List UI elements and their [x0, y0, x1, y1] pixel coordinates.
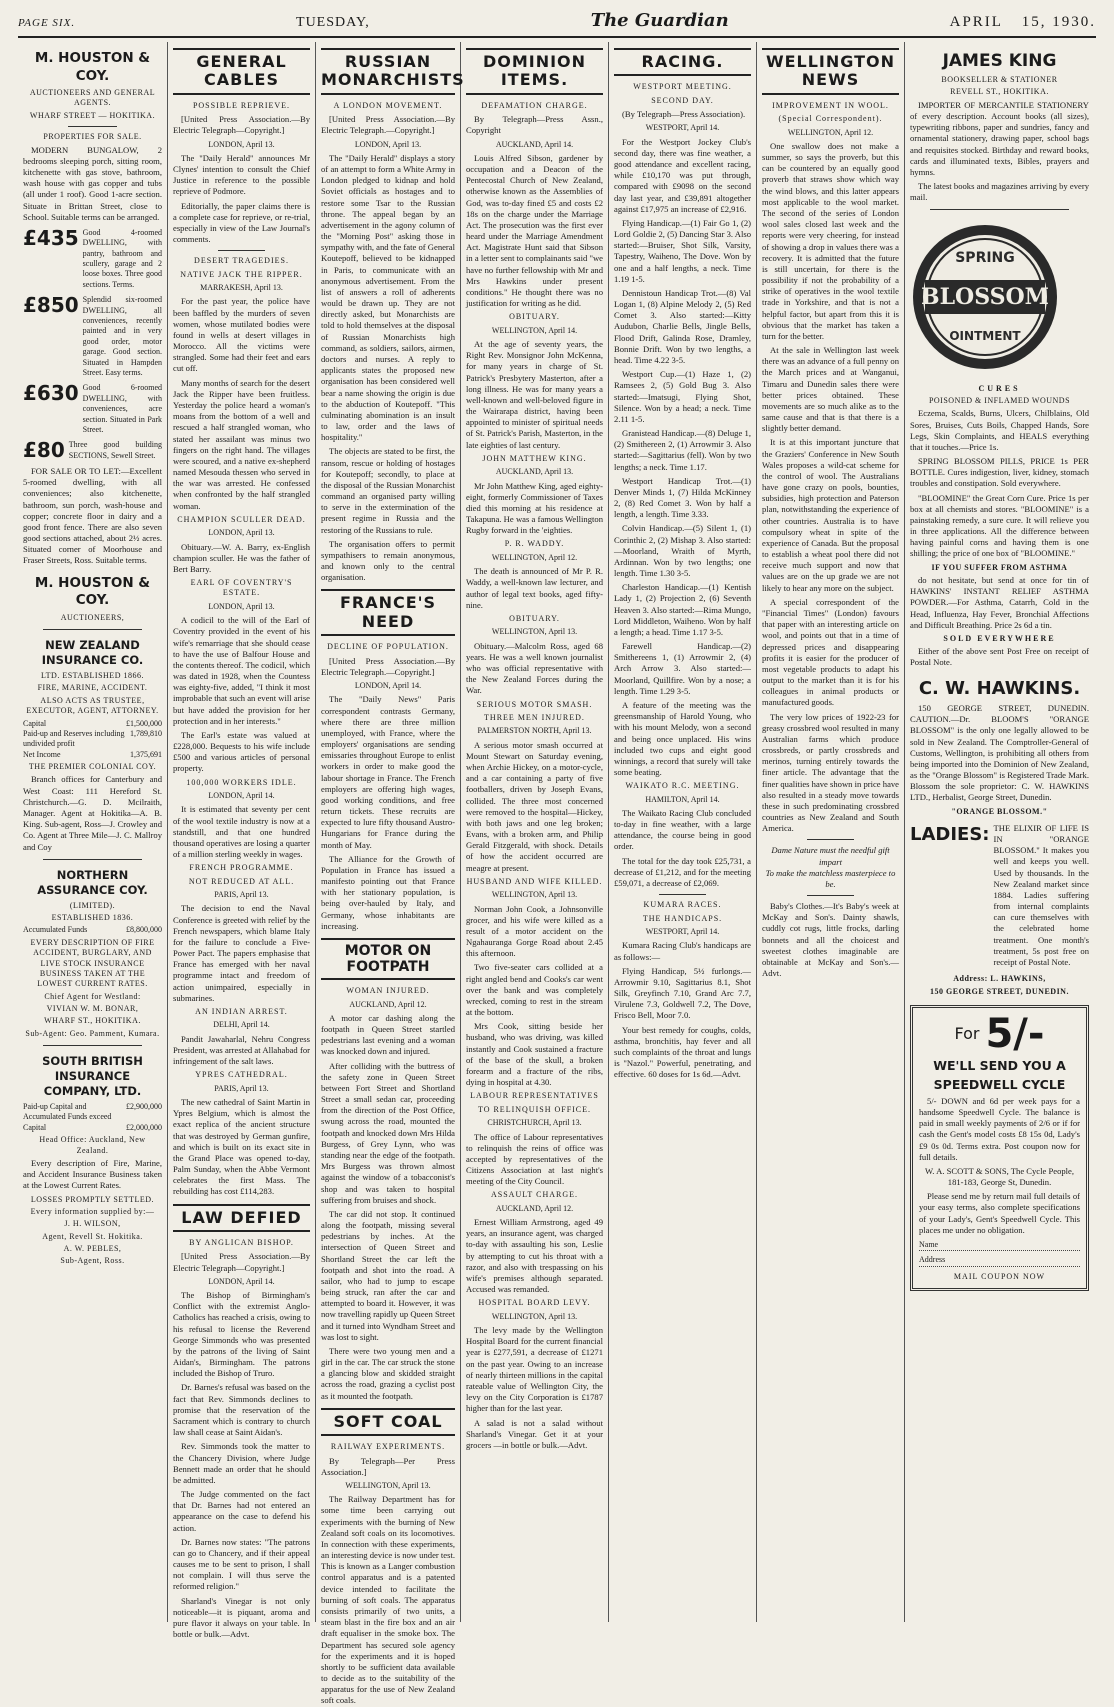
listing-bungalow: MODERN BUNGALOW, 2 bedrooms sleeping porch, sitting room, kitchenette with gas stove, bathroom, wash house with gas copper and tubs (all under 1 roof). Good 1-acre section. Situate in Brittan Street, close to School. Suitable terms can be arranged.: [23, 144, 162, 222]
paragraph: At the sale in Wellington last week there was an advance of a full penny on the March prices and at Wanganui, Timaru and Dunedin sales there were better prices obtained. These movements are so much alike as to the same cause and that is that there is a slightly better demand.: [762, 345, 899, 434]
paragraph: The Judge commented on the fact that Dr. Barnes had not entered an appearance on the case to defend his action.: [173, 1489, 310, 1533]
dateline: LONDON, April 13.: [208, 601, 275, 611]
houston-sub-2: AUCTIONEERS,: [60, 612, 125, 622]
label: Capital: [23, 1122, 47, 1132]
hawkins-text: 150 GEORGE STREET, DUNEDIN. CAUTION.—Dr. BLOOM'S "ORANGE BLOSSOM" is the only one legally allowed to be sold in New Zealand. The Comptroller-General of Customs, Wellington, is prohibiting all others from being imported into the Dominion of New Zealand, as the "Orange Blossom" is Registered Trade Mark. Blossom the sole proprietor: C. W. HAWKINS LTD., Herbalist, George Street, Dunedin.: [910, 702, 1089, 803]
value: £2,900,000: [126, 1102, 162, 1112]
subhead: THE HANDICAPS.: [642, 913, 723, 923]
paragraph: The total for the day took £25,731, a decrease of £1,212, and for the meeting £59,071, a decrease of £2,069.: [614, 855, 751, 888]
credit: [United Press Association.—By Electric Telegraph.—Copyright.]: [321, 655, 455, 677]
race-result: Colvin Handicap.—(5) Silent 1, (1) Corinthic 2, (2) Mishap 3. Also started:—Moorland, Wraith of Myrth, Ardinnan. Won by two lengths; one length. Time 1.30 3-5.: [614, 523, 751, 579]
paragraph: Baby's Clothes.—It's Baby's week at McKay and Son's. Dainty shawls, cuddly cot rugs, little frocks, darling bonnets and all the choicest and sweetest clothes imaginable are obtainable at McKay and Son's.—Advt.: [762, 901, 899, 979]
paragraph: Rev. Simmonds took the matter to the Chancery Division, where Judge Bennett made an order that he should be admitted.: [173, 1441, 310, 1485]
subhead: FRENCH PROGRAMME.: [189, 863, 294, 873]
subhead: SECOND DAY.: [651, 95, 714, 105]
paragraph: A special correspondent of the "Financial Times" (London) favours that paper with an interesting article on wool, and points out that in a time of depressed prices and disappearing profits it is easier for the producer of most vegetable products to adapt his output to the market than it is for his colleagues in animal products or manufactured goods.: [762, 596, 899, 708]
dateline: PARIS, April 13.: [214, 1083, 269, 1093]
column-racing: [609, 42, 757, 1622]
paragraph: The office of Labour representatives to relinquish the reins of office was accepted by representatives of the Citizens Association at last night's meeting of the City Council.: [466, 1131, 603, 1187]
subhead: KUMARA RACES.: [643, 900, 722, 910]
race-result: Farewell Handicap.—(2) Smithereens 1, (1) Arrowmir 2, (4) Arch Arrow 3. Also started:—Moorland, Quillfire. Won by a nose; a length. Time 1.29 3-5.: [614, 641, 751, 696]
credit: By Telegraph—Per Press Association.]: [321, 1455, 455, 1477]
credit: (Special Correspondent).: [778, 114, 883, 124]
column-general-cables: [168, 42, 316, 1640]
dateline: WELLINGTON, April 12.: [491, 552, 578, 562]
divider: [43, 1045, 142, 1046]
headline-motor-on-footpath: MOTOR ON FOOTPATH: [321, 938, 455, 980]
paragraph: Dr. Barnes's refusal was based on the fact that Rev. Simmonds declines to promise that the reservation of the Sacrament which is contrary to church law shall cease at Saint Aidan's.: [173, 1382, 310, 1438]
cycle-price: [919, 1010, 1080, 1057]
subhead: P. R. WADDY.: [504, 539, 565, 549]
headline-racing: RACING.: [614, 48, 751, 76]
paragraph: The new cathedral of Saint Martin in Ypres Belgium, which is almost the exact replica of the ancient structure that was destroyed by German gunfire, and which is built on its exact site in the Grand Place was opened to-day, Palm Sunday, when the Abbe Vermont celebrates the first Mass. The rebuilding has cost £114,283.: [173, 1097, 310, 1197]
divider: [930, 209, 1069, 210]
dateline: LONDON, April 13.: [208, 139, 275, 149]
value: £2,000,000: [126, 1122, 162, 1132]
dateline: AUCKLAND, April 13.: [495, 467, 574, 477]
listing-ross: FOR SALE OR TO LET:—Excellent 5-roomed dwelling, with all conveniences; also kitchenette, bathroom, sun porch, wash-house and copper; concrete floor in dairy and a good front fence. There are also seven good sections attached, about 2½ acres. Situated corner of Moorhouse and Fraser Streets, Ross. Suitable terms.: [23, 466, 162, 566]
south-name: J. H. WILSON,: [64, 1219, 121, 1229]
dateline: WELLINGTON, April 13.: [491, 627, 578, 637]
paragraph: The levy made by the Wellington Hospital Board for the current financial year is £277,591, a decrease of £1271 on the past year. Owing to an increase of nearly thirteen millions in the capital rateable value of Wellington City, the levy on the City Corporation is £1787 higher than for the last year.: [466, 1325, 603, 1414]
credit: [United Press Association.—By Electric Telegraph.—Copyright.]: [321, 114, 455, 136]
houston-forsale: PROPERTIES FOR SALE.: [43, 132, 142, 142]
blossom-seal-icon: [910, 222, 1060, 372]
verse: Dame Nature must the needful gift impart To make the matchless masterpiece to be.: [765, 845, 896, 889]
houston-address: WHARF STREET — HOKITIKA.: [29, 110, 156, 120]
dateline: PALMERSTON NORTH, April 13.: [477, 726, 592, 736]
column-wellington-news: [757, 42, 905, 1622]
paragraph: Two five-seater cars collided at a right angled bend and Cooks's car went over the bank and was completely wrecked, coming to rest in the stream at the bottom.: [466, 962, 603, 1018]
race-result: Charleston Handicap.—(1) Kentish Lady 1, (2) Projection 2, (6) Seventh Heaven 3. Also started:—Rima Mungo, Lord Middleton, Waiheno. Won by half a length; a head. Time 1.17 3-5.: [614, 582, 751, 637]
blossom-cures: CURES: [978, 383, 1021, 393]
orange-blossom: "ORANGE BLOSSOM.": [951, 806, 1048, 816]
headline-law-defied: LAW DEFIED: [173, 1204, 310, 1232]
label: Accumulated Funds: [23, 925, 88, 935]
dateline: HAMILTON, April 14.: [645, 794, 720, 804]
south-every: Every description of Fire, Marine, and Accident Insurance Business taken at the Lowest Current Rates.: [23, 1158, 162, 1191]
dateline: WELLINGTON, April 13.: [491, 890, 578, 900]
listing-1-text: Good 4-roomed DWELLING, with pantry, bathroom and scullery, garage and 2 loose boxes. Three good sections. Terms.: [82, 227, 162, 289]
northern-est: ESTABLISHED 1836.: [51, 912, 134, 922]
mail-coupon-now: MAIL COUPON NOW: [953, 1271, 1046, 1281]
column-ads-right: [905, 42, 1094, 1622]
listing-1: [23, 225, 162, 290]
paragraph: Dr. Barnes now states: "The patrons can go to Chancery, and if their appeal causes me to be sent to prison, I shall not complain. I will thus serve the reformed religion.": [173, 1536, 310, 1592]
paragraph: Flying Handicap, 5½ furlongs.—Arrowmir 9.10, Sagittarius 8.1, Shot Silk, Greyfinch 7.10, Grand Arc 7.7, Virulene 7.3, Goldwell 7.2, The Dove, Frisco Bell, Moor 7.0.: [614, 965, 751, 1021]
value: £1,500,000: [126, 718, 162, 728]
credit: [United Press Association.—By Electric Telegraph—Copyright.]: [173, 1251, 310, 1273]
blossom-poison: POISONED & INFLAMED WOUNDS: [928, 395, 1071, 405]
subhead: OBITUARY.: [509, 312, 560, 322]
value: 1,789,810: [130, 728, 162, 738]
subhead: YPRES CATHEDRAL.: [195, 1070, 288, 1080]
dateline: WELLINGTON, April 13.: [491, 1311, 578, 1321]
cycle-head-2: SPEEDWELL CYCLE: [933, 1076, 1066, 1092]
cycle-text: 5/- DOWN and 6d per week pays for a handsome Speedwell Cycle. The balance is paid in small weekly payments of 2/6 or if for cash the Gent's model costs £8 15s 0d, Lady's £9 0s 0d. Terms extra. Post coupon now for full details.: [919, 1095, 1080, 1162]
northern-title: NORTHERN ASSURANCE COY.: [37, 867, 148, 897]
paragraph: At the age of seventy years, the Right Rev. Monsignor John McKenna, for many years in charge of St. Patrick's Presbytery Masterton, after a long illness. He was for many years a well-known and well-beloved figure in the Wairarapa district, having been appointed to minister of spiritual needs of St. Patrick's Parish, Masterton, in the late eighties of last century.: [466, 339, 603, 450]
columns: [18, 42, 1096, 1706]
listing-2: [23, 295, 162, 378]
northern-sub: Sub-Agent: Geo. Pamment, Kumara.: [25, 1028, 160, 1038]
subhead: POSSIBLE REPRIEVE.: [192, 100, 291, 110]
king-sub: BOOKSELLER & STATIONER: [941, 75, 1058, 85]
cycle-five: 5/-: [985, 1010, 1045, 1057]
subhead: BY ANGLICAN BISHOP.: [189, 1237, 294, 1247]
king-text-2: The latest books and magazines arriving by every mail.: [910, 181, 1089, 203]
hawkins-title: C. W. HAWKINS.: [918, 677, 1081, 699]
paragraph: The Waikato Racing Club concluded to-day in fine weather, with a large attendance, the course being in good order.: [614, 807, 751, 852]
dateline: LONDON, April 14.: [208, 1276, 275, 1286]
coupon-address-field[interactable]: Address: [919, 1255, 1080, 1266]
paragraph: The Alliance for the Growth of Population in France has issued a manifesto pointing out that France with her stationary population, is being over-hauled by Italy, and Germany, whose inhabitants are increasing.: [321, 853, 455, 931]
paragraph: The "Daily Herald" announces Mr Clynes' intention to consult the Chief Justice in reference to the possible reprieve of Podmore.: [173, 152, 310, 197]
subhead: ASSAULT CHARGE.: [490, 1190, 578, 1200]
south-agent: Agent, Revell St. Hokitika.: [42, 1231, 143, 1241]
paragraph: Many months of search for the desert Jack the Ripper have been fruitless. Yesterday the police heard a woman's moans from the bottom of a well and rescued a half strangled woman, who stated her assailant was minus two fingers on the right hand. The villages were scoured, and a native ex-shepherd named Mesouda thessen who served in the war was arrested. He confessed when confronted by the half strangled woman.: [173, 377, 310, 511]
subhead: HUSBAND AND WIFE KILLED.: [466, 876, 603, 886]
divider: [218, 250, 265, 251]
dateline: AUCKLAND, April 12.: [349, 999, 427, 1009]
dateline: MARRAKESH, April 13.: [200, 283, 283, 293]
listing-4-price: £80: [23, 438, 65, 463]
cycle-firm: W. A. SCOTT & SONS, The Cycle People, 181-183, George St, Dunedin.: [924, 1165, 1075, 1188]
dateline: DELHI, April 14.: [213, 1020, 270, 1030]
label: Paid-up Capital and Accumulated Funds exceed: [23, 1102, 112, 1122]
dateline: WESTPORT, April 14.: [645, 123, 720, 133]
paragraph: Ernest William Armstrong, aged 49 years, an insurance agent, was charged to-day with assaulting his son, Leslie by attempting to cut his throat with a razor, and also with trespassing on his wife's premises although separated. Accused was remanded.: [466, 1217, 603, 1295]
paragraph: A salad is not a salad without Sharland's Vinegar. Get it at your grocers —in bottle or bulk.—Advt.: [466, 1417, 603, 1450]
ladies-label: LADIES:: [910, 823, 990, 845]
south-cap1: [23, 1102, 162, 1123]
dateline: WELLINGTON, April 14.: [491, 325, 578, 335]
label: Paid-up and Reserves including undivided profit: [23, 728, 125, 749]
column-russian-monarchists: [316, 42, 465, 1706]
seal-top-text: SPRING: [955, 250, 1015, 267]
subhead: AN INDIAN ARREST.: [195, 1006, 288, 1016]
dateline: LONDON, April 14.: [354, 680, 422, 690]
sold-everywhere: SOLD EVERYWHERE: [943, 633, 1056, 643]
paragraph: Louis Alfred Sibson, gardener by occupation and a Deacon of the Pentecostal Church of New Zealand, otherwise known as the Assemblies of God, was to-day fined £5 and costs £2 18s on the charge under the Marriage Act. The prosecution was the first ever heard under the Marriage Amendment Act. Magistrate Hunt said that Sibson in a letter sent to complainants said "we have no further fellowship with Mr and Mrs Hawkins under present conditions." He thought there was no justification for writing as he did.: [466, 152, 603, 309]
subhead: DEFAMATION CHARGE.: [481, 100, 588, 110]
headline-russian-monarchists: RUSSIAN MONARCHISTS: [321, 48, 455, 95]
listing-4-text: Three good building SECTIONS, Sewell Street.: [68, 440, 162, 460]
listing-1-price: £435: [23, 225, 79, 250]
issue-month: APRIL: [949, 14, 1003, 30]
nzins-kinds: FIRE, MARINE, ACCIDENT.: [37, 683, 148, 693]
subhead: WOMAN INJURED.: [346, 986, 430, 996]
paragraph: Pandit Jawaharlal, Nehru Congress President, was arrested at Allahabad for infringement of the salt laws.: [173, 1033, 310, 1067]
listing-2-text: Splendid six-roomed DWELLING, all conveniences, recently painted and in very good order, motor garage. Good section. Situated in Hampden Street. Easy terms.: [82, 295, 162, 377]
ladies-text: THE ELIXIR OF LIFE IS IN "ORANGE BLOSSOM." It makes you well and keeps you well. Used by thousands. In the New Zealand market since 1884. Ladies suffering from internal complaints can cure themselves with the celebrated home treatment. One month's treatment, 5s post free on receipt of Postal Note.: [993, 822, 1089, 967]
cycle-coupon-text: Please send me by return mail full details of your easy terms, also complete specifications of your Lady's, Gent's Speedwell Cycle. This places me under no obligation.: [919, 1191, 1080, 1235]
divider: [43, 629, 142, 630]
listing-3-text: Good 6-roomed DWELLING, with conveniences, acre section. Situated in Park Street.: [82, 383, 162, 434]
asthma-head: IF YOU SUFFER FROM ASTHMA: [931, 562, 1068, 572]
paragraph: A codicil to the will of the Earl of Coventry provided in the event of his wife's remarriage that she should cease to have the use of Balfour House and the contents thereof. The codicil, which was dated in 1928, when the Countess was eighty-five, added, "I think it most improbable that such an event will arise but have added the provision for her protection and in her interests.": [173, 615, 310, 726]
subhead: OBITUARY.: [509, 613, 560, 623]
race-result: Westport Cup.—(1) Haze 1, (2) Ramsees 2, (5) Gold Bug 3. Also started:—Imatsugi, Flying Shot, Silence. Won by a head; a neck. Time 2.11 1-5.: [614, 369, 751, 424]
race-result: Westport Handicap Trot.—(1) Denver Minds 1, (7) Hilda McKinney 2, (8) Red Comet 3. Won by half a length, a length. Time 3.33.: [614, 475, 751, 520]
paragraph: Sharland's Vinegar is not only noticeable—it is piquant, aroma and pure flavor it always on your table. In bottle or bulk.—Advt.: [173, 1595, 310, 1640]
paragraph: Norman John Cook, a Johnsonville grocer, and his wife were killed as a result of a motor accident on the Ngahauranga Gorge Road about 2.45 this afternoon.: [466, 903, 603, 959]
houston-title-2: M. HOUSTON & COY.: [34, 574, 151, 609]
paragraph: One swallow does not make a summer, so says the proverb, but this can be countered by an equally good proverb that straws show which way the wind blows, and this latter appears most applicable to the wool market. The second of the series of London wool sales closed last week and the reports were very cheering, for instead of showing a drop in values there was a recovery. It is admitted that the future is still uncertain, for there is the possibility if not the probability of a strike of operatives in the wool textile trade in Yorkshire, and that is not a helpful factor, but apart from this it is obvious that the market has taken a turn for the better.: [762, 140, 899, 341]
asthma-text: do not hesitate, but send at once for tin of HAWKINS' INSTANT RELIEF ASTHMA POWDER.—For Asthma, Catarrh, Cold in the Head, Influenza, Hay Fever, Bronchial Affections and Difficult Breathing. Price 2s 6d a tin.: [910, 575, 1089, 630]
dateline: LONDON, April 13.: [208, 528, 275, 538]
subhead: A LONDON MOVEMENT.: [333, 100, 443, 110]
south-office: Head Office: Auckland, New Zealand.: [39, 1135, 146, 1155]
column-ads-insurance: [18, 42, 168, 1622]
label: Capital: [23, 718, 47, 728]
value: 1,375,691: [130, 749, 162, 759]
divider: [68, 126, 117, 127]
paragraph: The objects are stated to be first, the ransom, rescue or holding of hostages for Koutepoff; secondly, to place at the disposal of the Russian Monarchist command an organised party willing to serve in the extermination of the present regime in Russia and the restoring of the Russians to rule.: [321, 446, 455, 535]
subhead: DECLINE OF POPULATION.: [327, 642, 449, 652]
paragraph: The Bishop of Birmingham's Conflict with the extremist Anglo-Catholics has reached a crisis, owing to his refusal to license the Reverend George Simmonds who was presented by the patrons of the living of Saint Aidan's, Birmingham. The patrons included the Bishop of Truro.: [173, 1290, 310, 1379]
race-result: Granistead Handicap.—(8) Deluge 1, (2) Smithereen 2, (1) Arrowmir 3. Also started:—Sagittarius (fell). Won by two lengths; a neck. Time 1.17.: [614, 428, 751, 472]
paragraph: The very low prices of 1922-23 for greasy crossbred wool resulted in many Australian farms which produce crossbreds, or partly crossbreds and merinos, turning entirely towards the finer article. The advantage that the finer qualities have shown in price have also resulted in a steady move towards these in such predominating crossbred countries as New Zealand and South America.: [762, 711, 899, 834]
paper-title: The Guardian: [590, 10, 729, 31]
paragraph: It is at this important juncture that the Graziers' Conference in New South Wales proposes a wild-cat scheme for the control of wool. The Australians have gone crazy on pools, bounties, subsidies, high protection and Paterson plan, notwithstanding the experience of other countries. Australia is to have compulsory wheat in spite of the experience of Canada. But the proposal to establish a wheat pool there did not receive much support and now that values are on the up grade we are not likely to hear any more on the subject.: [762, 437, 899, 593]
paragraph: There were two young men and a girl in the car. The car struck the stone a glancing blow and skidded straight across the road, grazing a cyclist post as it mounted the footpath.: [321, 1345, 455, 1401]
paragraph: The car did not stop. It continued along the footpath, missing several pedestrians by inches. At the intersection of Queen Street and Shortland Street the car left the footpath and shot into the road. A sailor, who had to jump to escape being struck, ran after the car and attempted to board it. However, it was now travelling rapidly up Queen Street and it turned into Wyndham Street and was lost to sight.: [321, 1208, 455, 1342]
northern-every: EVERY DESCRIPTION OF FIRE ACCIDENT, BURGLARY, AND LIVE STOCK INSURANCE BUSINESS TAKEN AT THE LOWEST CURRENT RATES.: [30, 937, 155, 989]
houston-sub: AUCTIONEERS AND GENERAL AGENTS.: [29, 88, 156, 108]
dateline: LONDON, April 13.: [354, 139, 422, 149]
paragraph: Kumara Racing Club's handicaps are as follows:—: [614, 940, 751, 962]
paragraph: Editorially, the paper claims there is a complete case for reprieve, or re-trial, especially in view of the Law Journal's comments.: [173, 200, 310, 245]
issue-day-year: 15, 1930.: [1021, 14, 1096, 30]
nzins-premier: THE PREMIER COLONIAL COY.: [28, 762, 157, 772]
king-addr: REVELL ST., HOKITIKA.: [950, 87, 1049, 97]
nzins-paid: [23, 729, 162, 750]
ladies-ad: [910, 823, 1089, 968]
subhead: HOSPITAL BOARD LEVY.: [478, 1298, 591, 1308]
credit: [United Press Association.—By Electric Telegraph—Copyright.]: [173, 114, 310, 136]
houston-title: M. HOUSTON & COY.: [34, 50, 151, 84]
listing-2-price: £850: [23, 293, 79, 318]
paragraph: The Earl's estate was valued at £228,000. Bequests to his wife include £500 and various articles of personal property.: [173, 729, 310, 774]
subhead: 100,000 WORKERS IDLE.: [186, 777, 297, 787]
dateline: WESTPORT, April 14.: [645, 926, 720, 936]
value: £8,800,000: [126, 925, 162, 935]
race-result: Dennistoun Handicap Trot.—(8) Val Logan 1, (8) Alpine Melody 2, (5) Red Comet 3. Also started:—Kitty Audubon, Charlie Bells, Jingle Bells, Flood Drift, Galinda Rose, Dramley, Bonnie Drift. Won by two lengths, a head. Time 4.22 3-5.: [614, 287, 751, 365]
paragraph: The "Daily News" Paris correspondent contrasts Germany, where there are three million unemployed, with France, where the employers' organisations are sending emissaries throughout Europe to enlist workers in order to make good the labour shortage in France. The French employers are offering high wages, good working conditions, and free return tickets. These recruits are expected to lure fifty thousand Austro-Hungarians for France during the month of May.: [321, 694, 455, 850]
divider: [807, 839, 854, 840]
headline-wellington-news: WELLINGTON NEWS: [762, 48, 899, 95]
subhead: THREE MEN INJURED.: [484, 712, 585, 722]
nzins-capital: [23, 719, 162, 729]
paragraph: The Railway Department has for some time been carrying out experiments with the burning of New Zealand soft coals on its locomotives. In connection with these experiments, an interesting device is now under test. This is known as a Langer combustion control apparatus and is a patented device intended to facilitate the burning of soft coals. The apparatus consists primarily of two units, a steam blast in the fire box and an air draft equaliser in the smoke box. The Department has secured sole agency for the experiments and it is hoped shortly to be sufficient data available to decide as to the suitability of the apparatus for the use of New Zealand soft coals.: [321, 1494, 455, 1706]
paragraph: The decision to end the Naval Conference is greeted with relief by the French newspapers, which blame Italy for the failure to conclude a Five-Power Pact. The papers emphasise that France has emerged with her naval programme intact and freedom of action unimpaired, especially in submarines.: [173, 903, 310, 1003]
subhead: WAIKATO R.C. MEETING.: [625, 781, 740, 791]
paragraph: Obituary.—W. A. Barry, ex-English champion sculler. He was the father of Bert Barry.: [173, 541, 310, 574]
cycle-for: For: [954, 1023, 980, 1043]
nzins-branch: Branch offices for Canterbury and West Coast: 111 Hereford St. Christchurch.—G. D. Mcilraith, Manager. Agent at Hokitika—A. B. King. Sub-agent, Ross—J. Crowley and Co. Agent at Three Mile—J. C. Mallroy and Coy: [23, 774, 162, 852]
paragraph: It is estimated that seventy per cent of the wool textile industry is now at a standstill, and that one hundred thousand operatives are losing a quarter of a million sterling weekly in wages.: [173, 804, 310, 860]
label: Net Income: [23, 749, 61, 759]
northern-agent: Chief Agent for Westland:: [44, 991, 141, 1001]
paragraph: A serious motor smash occurred at Mount Stewart on Saturday evening, when Archie Hickey, on a motor-cycle, and a car containing a party of five footballers, driven by Joseph Evans, collided. The three most concerned were removed to the hospital—Hickey, with both jaws and one leg broken; Evans, with a broken arm, and Philip Gerald Fitzgerald, with shock. Details of how the accident occurred are meagre at present.: [466, 739, 603, 873]
subhead: NATIVE JACK THE RIPPER.: [180, 269, 303, 279]
headline-frances-need: FRANCE'S NEED: [321, 589, 455, 636]
masthead: [18, 10, 1096, 38]
dateline: WELLINGTON, April 13.: [345, 1480, 431, 1490]
subhead: CHAMPION SCULLER DEAD.: [177, 514, 306, 524]
paragraph: A feature of the meeting was the greensmanship of Harold Young, who with his mount Melody, won a second and being once unplaced. His wins included two cups and eight good winnings, a record that surely will take some beating.: [614, 699, 751, 778]
paragraph: The organisation offers to permit sympathisers to remain anonymous, and known only to the central organisation.: [321, 538, 455, 583]
post-free: Either of the above sent Post Free on receipt of Postal Note.: [910, 646, 1089, 668]
hawkins-address-1: Address: L. HAWKINS,: [953, 974, 1046, 984]
nzins-title: NEW ZEALAND INSURANCE CO.: [41, 638, 144, 668]
northern-name: VIVIAN W. M. BONAR,: [46, 1004, 139, 1014]
dateline: LONDON, April 14.: [208, 790, 275, 800]
seal-bot-text: OINTMENT: [949, 329, 1021, 344]
race-result: Flying Handicap.—(1) Fair Go 1, (2) Lord Goldie 2, (5) Dancing Star 3. Also started:—Bruiser, Shot Silk, Varsity, Tapestry, Waiheno, The Dove. Won by one and a half lengths, a neck. Time 1.19 1-5.: [614, 217, 751, 284]
divider: [659, 894, 706, 895]
coupon-name-field[interactable]: Name: [919, 1240, 1080, 1251]
paragraph: For the Westport Jockey Club's second day, there was fine weather, a good attendance and excellent racing, while £10,170 was put through, compared with £9098 on the second day last year, and £39,891 altogether against £17,975 an increase of £2,916.: [614, 136, 751, 214]
weekday: TUESDAY,: [296, 15, 370, 30]
paragraph: For the past year, the police have been baffled by the murders of seven women, whose mutilated bodies were found in wells at desert villages in Morocco. All the victims were strangled. Some had their feet and ears cut off.: [173, 296, 310, 374]
headline-general-cables: GENERAL CABLES: [173, 48, 310, 95]
hawkins-address-2: 150 GEORGE STREET, DUNEDIN.: [930, 986, 1069, 996]
divider: [43, 859, 142, 860]
subhead: NOT REDUCED AT ALL.: [188, 876, 295, 886]
subhead: JOHN MATTHEW KING.: [482, 453, 587, 463]
northern-ltd: (LIMITED).: [69, 900, 116, 910]
subhead: DESERT TRAGEDIES.: [194, 256, 289, 266]
headline-dominion-items: DOMINION ITEMS.: [466, 48, 603, 95]
credit: By Telegraph—Press Assn., Copyright: [466, 114, 603, 136]
paragraph: Your best remedy for coughs, colds, asthma, bronchitis, hay fever and all such complaints of the throat and lungs is "Nazol." Powerful, penetrating, and effective. 60 doses for 1s 6d.—Advt.: [614, 1024, 751, 1080]
paragraph: Mr John Matthew King, aged eighty-eight, formerly Commissioner of Taxes died this morning at his residence at Takapuna. He was a famous Wellington Rugby forward in the 'eighties.: [466, 480, 603, 536]
south-sub2: Sub-Agent, Ross.: [60, 1256, 125, 1266]
nzins-net: [23, 750, 162, 760]
subhead: IMPROVEMENT IN WOOL.: [772, 100, 889, 110]
subhead: TO RELINQUISH OFFICE.: [477, 1104, 592, 1114]
listing-4: [23, 440, 162, 461]
issue-date: [950, 14, 1096, 31]
dateline: CHRISTCHURCH, April 13.: [487, 1118, 582, 1128]
south-losses: LOSSES PROMPTLY SETTLED.: [30, 1194, 155, 1204]
dateline: PARIS, April 13.: [214, 890, 269, 900]
subhead: LABOUR REPRESENTATIVES: [470, 1091, 599, 1101]
south-info: Every information supplied by:—: [30, 1206, 155, 1216]
subhead: SERIOUS MOTOR SMASH.: [476, 699, 593, 709]
blossom-text-3: "BLOOMINE" the Great Corn Cure. Price 1s per box at all chemists and stores. "BLOOMINE" is a painstaking remedy, a sure cure. It will relieve you in three applications. All the difference between having painful corns and having them is one shilling; the price of one box of "BLOOMINE.": [910, 492, 1089, 559]
headline-soft-coal: SOFT COAL: [321, 1408, 455, 1436]
subhead: EARL OF COVENTRY'S ESTATE.: [190, 578, 293, 598]
cycle-ad: [910, 1005, 1089, 1291]
cycle-head-1: WE'LL SEND YOU A: [933, 1057, 1066, 1073]
subhead: WESTPORT MEETING.: [633, 82, 732, 92]
northern-addr: WHARF ST., HOKITIKA.: [44, 1016, 141, 1026]
paragraph: Mrs Cook, sitting beside her husband, who was driving, was killed instantly and Cook sustained a fracture of the base of the skull, a broken forearm and a fracture of the ribs, dying in hospital at 4.30.: [466, 1021, 603, 1088]
paragraph: After colliding with the buttress of the safety zone in Queen Street between Fort Street and Shortland Street a small sedan car, proceeding from the direction of the Post Office, swung across the road, mounted the footpath and knocked down Mrs Hilda Burgess, of Grey Lynn, who was standing near the edge of the footpath. Mrs Burgess was thrown almost against the window of a tobacconist's shop and was taken to hospital suffering from bruises and shock.: [321, 1060, 455, 1205]
listing-3-price: £630: [23, 381, 79, 406]
column-dominion-items: [461, 42, 609, 1622]
seal-mid-text: BLOSSOM: [920, 284, 1050, 311]
nzins-est: LTD. ESTABLISHED 1866.: [41, 670, 144, 680]
divider: [807, 895, 854, 896]
paragraph: The death is announced of Mr P. R. Waddy, a well-known law lecturer, and author of legal text books, aged fifty-nine.: [466, 566, 603, 610]
south-sub1: A. W. PEBLES,: [63, 1244, 122, 1254]
south-cap2: [23, 1123, 162, 1133]
paragraph: Obituary.—Malcolm Ross, aged 68 years. He was a well known journalist who was official representative with the New Zealand Forces during the War.: [466, 640, 603, 696]
nzins-also: ALSO ACTS AS TRUSTEE, EXECUTOR, AGENT, ATTORNEY.: [26, 695, 159, 716]
subhead: RAILWAY EXPERIMENTS.: [330, 1442, 446, 1452]
paragraph: A motor car dashing along the footpath in Queen Street startled pedestrians last evening and a woman was knocked down and injured.: [321, 1012, 455, 1057]
listing-3: [23, 383, 162, 435]
blossom-text-1: Eczema, Scalds, Burns, Ulcers, Chilblains, Old Sores, Bruises, Cuts Boils, Chapped Hands, Sore Legs, Skin Complaints, and HEALS everything that it touches.—Price 1s.: [910, 408, 1089, 452]
blossom-text-2: SPRING BLOSSOM PILLS, PRICE 1s PER BOTTLE. Cures indigestion, liver, kidney, stomach troubles and constipation. Sold everywhere.: [910, 456, 1089, 489]
king-title: JAMES KING: [942, 51, 1057, 71]
dateline: AUCKLAND, April 12.: [495, 1203, 574, 1213]
south-title: SOUTH BRITISH INSURANCE COMPANY, LTD.: [42, 1054, 143, 1099]
page-number: PAGE SIX.: [18, 17, 76, 29]
dateline: WELLINGTON, April 12.: [787, 127, 874, 137]
paragraph: The "Daily Herald" displays a story of an attempt to form a White Army in London pledged to kidnap and hold Soviet officials as hostages and to restore some Tsar to the Russian throne. The appeal began by an advertisement in the agony column of the "Morning Post" asking those in sympathy with, and the fate of General Koutepoff, believed to be kidnapped in Paris, to communicate with an anonymous advertisement. From the list of answers a roll of adherents would be drawn up. They are not directly asked, but Monarchists are told to hold themselves at the disposal of Russian Monarchists high command, as soldiers, sailors, airmen, doctors and nurses. A reply to applicants states the proposed new organisation has been considered well bear a name showing the origin is due to the abduction of Koutepoff. "This culminating abomination is an insult to law, order and the laws of hospitality.": [321, 152, 455, 443]
northern-funds: [23, 925, 162, 935]
dateline: AUCKLAND, April 14.: [495, 139, 574, 149]
credit: (By Telegraph—Press Association).: [622, 109, 746, 120]
king-text: IMPORTER OF MERCANTILE STATIONERY of every description. Account books (all sizes), typewriting ribbons, paper and sundries, fancy and ornamental stationery, drawing paper, school bags and requisites stocked. Birthday and reward books, cards and illuminated texts, Bibles, prayers and hymns.: [910, 99, 1089, 177]
